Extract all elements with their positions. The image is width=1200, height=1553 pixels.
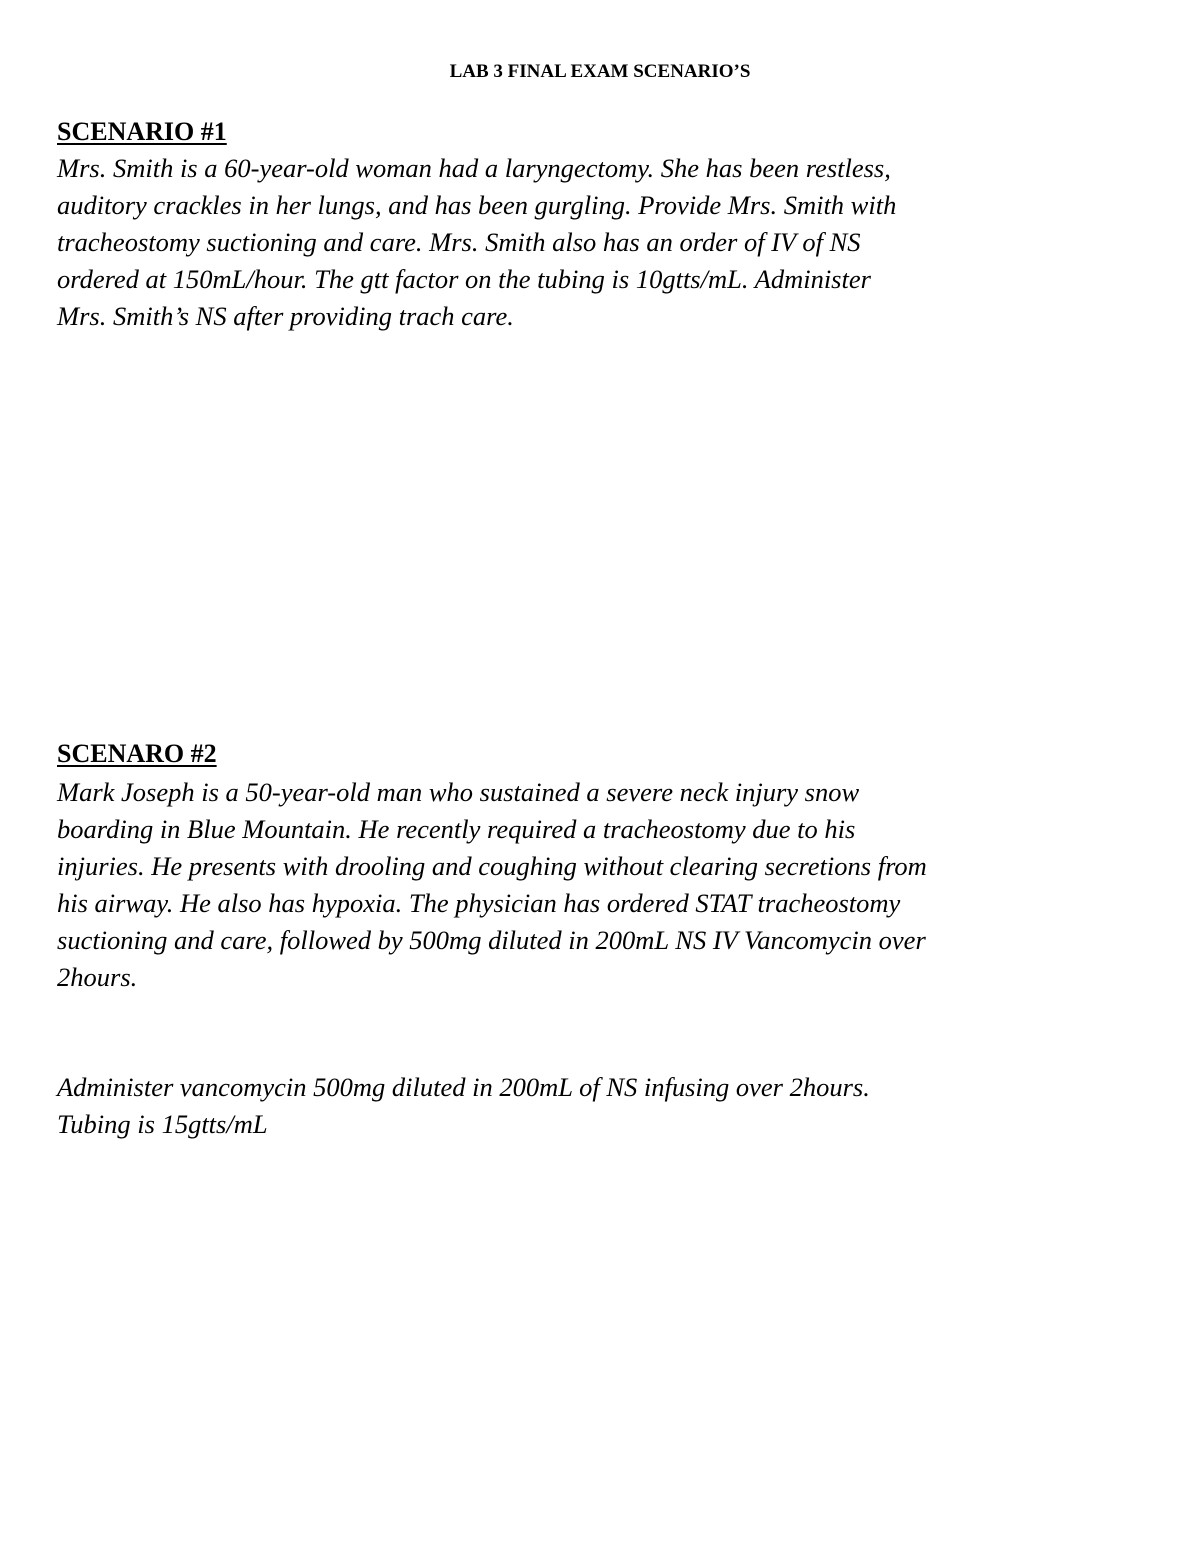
- scenario-1-line: ordered at 150mL/hour. The gtt factor on the tubing is 10gtts/mL. Administer: [57, 264, 871, 294]
- scenario-2-description: [57, 774, 927, 996]
- scenario-2-line: suctioning and care, followed by 500mg diluted in 200mL NS IV Vancomycin over: [57, 925, 926, 955]
- scenario-2-heading: SCENARO #2: [57, 739, 217, 768]
- scenario-2-line: 2hours.: [57, 962, 138, 992]
- scenario-1-line: Mrs. Smith’s NS after providing trach care.: [57, 301, 514, 331]
- scenario-2-instruction: [57, 1069, 870, 1143]
- scenario-1-line: tracheostomy suctioning and care. Mrs. Smith also has an order of IV of NS: [57, 227, 861, 257]
- scenario-2-line: injuries. He presents with drooling and coughing without clearing secretions from: [57, 851, 927, 881]
- scenario-2-instruction-line: Administer vancomycin 500mg diluted in 200mL of NS infusing over 2hours.: [57, 1072, 870, 1102]
- scenario-2-instruction-line: Tubing is 15gtts/mL: [57, 1109, 268, 1139]
- scenario-1-line: auditory crackles in her lungs, and has been gurgling. Provide Mrs. Smith with: [57, 190, 897, 220]
- scenario-2-line: his airway. He also has hypoxia. The physician has ordered STAT tracheostomy: [57, 888, 901, 918]
- scenario-1-description: [57, 150, 896, 335]
- scenario-1-line: Mrs. Smith is a 60-year-old woman had a laryngectomy. She has been restless,: [57, 153, 891, 183]
- scenario-1-heading: SCENARIO #1: [57, 117, 227, 146]
- page-title: LAB 3 FINAL EXAM SCENARIO’S: [449, 61, 751, 82]
- scenario-2-line: boarding in Blue Mountain. He recently required a tracheostomy due to his: [57, 814, 856, 844]
- scenario-2-line: Mark Joseph is a 50-year-old man who sustained a severe neck injury snow: [57, 777, 860, 807]
